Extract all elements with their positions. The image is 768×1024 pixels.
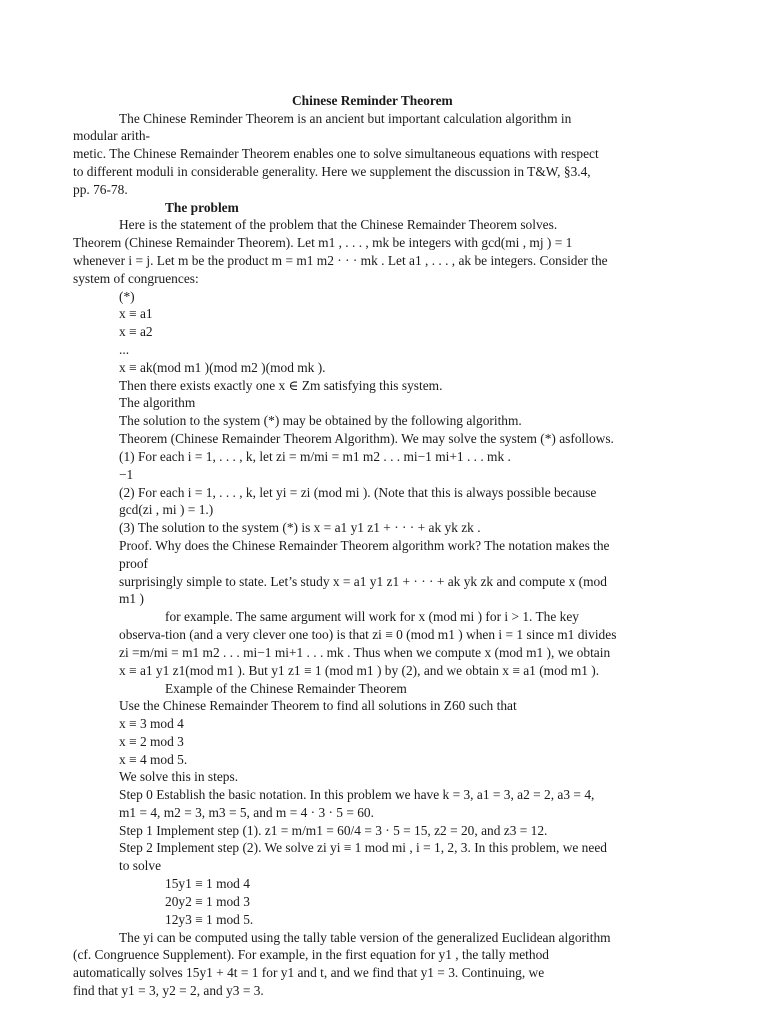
text-line: metic. The Chinese Remainder Theorem enables one to solve simultaneous equations with respect (73, 146, 599, 161)
text-line: to solve (119, 858, 162, 873)
text-line: m1 = 4, m2 = 3, m3 = 5, and m = 4 · 3 · 5 = 60. (119, 805, 374, 820)
text-line: (1) For each i = 1, . . . , k, let zi = m/mi = m1 m2 . . . mi−1 mi+1 . . . mk . (119, 449, 511, 464)
section-heading: Example of the Chinese Remainder Theorem (165, 681, 407, 696)
text-line: for example. The same argument will work for x (mod mi ) for i > 1. The key (165, 609, 580, 624)
text-line: m1 ) (119, 591, 144, 606)
text-line: −1 (119, 467, 134, 482)
text-line: Step 1 Implement step (1). z1 = m/m1 = 60/4 = 3 · 5 = 15, z2 = 20, and z3 = 12. (119, 823, 548, 838)
section-heading: The algorithm (119, 395, 196, 410)
text-line: x ≡ ak(mod m1 )(mod m2 )(mod mk ). (119, 360, 326, 375)
text-line: modular arith- (73, 128, 150, 143)
text-line: x ≡ 3 mod 4 (119, 716, 184, 731)
text-line: find that y1 = 3, y2 = 2, and y3 = 3. (73, 983, 264, 998)
section-heading: The problem (165, 200, 239, 215)
text-line: whenever i = j. Let m be the product m = m1 m2 · · · mk . Let a1 , . . . , ak be integers. Consider the (73, 253, 608, 268)
text-line: x ≡ a1 (119, 306, 153, 321)
text-line: surprisingly simple to state. Let’s study x = a1 y1 z1 + · · · + ak yk zk and compute x (mod (119, 574, 607, 589)
text-line: Here is the statement of the problem that the Chinese Remainder Theorem solves. (119, 217, 558, 232)
text-line: The solution to the system (*) may be obtained by the following algorithm. (119, 413, 522, 428)
text-line: Use the Chinese Remainder Theorem to find all solutions in Z60 such that (119, 698, 517, 713)
text-line: Proof. Why does the Chinese Remainder Theorem algorithm work? The notation makes the (119, 538, 610, 553)
text-line: Theorem (Chinese Remainder Theorem Algorithm). We may solve the system (*) asfollows. (119, 431, 614, 446)
text-line: x ≡ a2 (119, 324, 153, 339)
text-line: proof (119, 556, 149, 571)
text-line: 12y3 ≡ 1 mod 5. (165, 912, 254, 927)
text-line: (cf. Congruence Supplement). For example, in the first equation for y1 , the tally method (73, 947, 549, 962)
text-line: observa-tion (and a very clever one too) is that zi ≡ 0 (mod m1 ) when i = 1 since m1 divides (119, 627, 617, 642)
text-line: 20y2 ≡ 1 mod 3 (165, 894, 250, 909)
text-line: (*) (119, 289, 135, 304)
text-line: ... (119, 342, 130, 357)
text-line: zi =m/mi = m1 m2 . . . mi−1 mi+1 . . . mk . Thus when we compute x (mod m1 ), we obtain (119, 645, 611, 660)
text-line: automatically solves 15y1 + 4t = 1 for y1 and t, and we find that y1 = 3. Continuing, we (73, 965, 545, 980)
text-line: Step 0 Establish the basic notation. In this problem we have k = 3, a1 = 3, a2 = 2, a3 = 4, (119, 787, 595, 802)
text-line: We solve this in steps. (119, 769, 239, 784)
text-line: (2) For each i = 1, . . . , k, let yi = zi (mod mi ). (Note that this is always possible because (119, 485, 597, 500)
text-line: system of congruences: (73, 271, 199, 286)
text-line: 15y1 ≡ 1 mod 4 (165, 876, 250, 891)
text-line: The yi can be computed using the tally table version of the generalized Euclidean algorithm (119, 930, 611, 945)
text-line: gcd(zi , mi ) = 1.) (119, 502, 214, 517)
text-line: (3) The solution to the system (*) is x = a1 y1 z1 + · · · + ak yk zk . (119, 520, 481, 535)
text-line: x ≡ 4 mod 5. (119, 752, 188, 767)
text-line: The Chinese Reminder Theorem is an ancient but important calculation algorithm in (119, 111, 572, 126)
text-line: Theorem (Chinese Remainder Theorem). Let m1 , . . . , mk be integers with gcd(mi , mj ) = 1 (73, 235, 573, 250)
text-line: to different moduli in considerable generality. Here we supplement the discussion in T&W, §3.4, (73, 164, 591, 179)
text-line: x ≡ a1 y1 z1(mod m1 ). But y1 z1 ≡ 1 (mod m1 ) by (2), and we obtain x ≡ a1 (mod m1 ). (119, 663, 600, 678)
text-line: x ≡ 2 mod 3 (119, 734, 184, 749)
text-line: pp. 76-78. (73, 182, 128, 197)
text-line: Then there exists exactly one x ∈ Zm satisfying this system. (119, 378, 443, 393)
document-title: Chinese Reminder Theorem (292, 93, 453, 108)
text-line: Step 2 Implement step (2). We solve zi yi ≡ 1 mod mi , i = 1, 2, 3. In this problem, we need (119, 840, 607, 855)
